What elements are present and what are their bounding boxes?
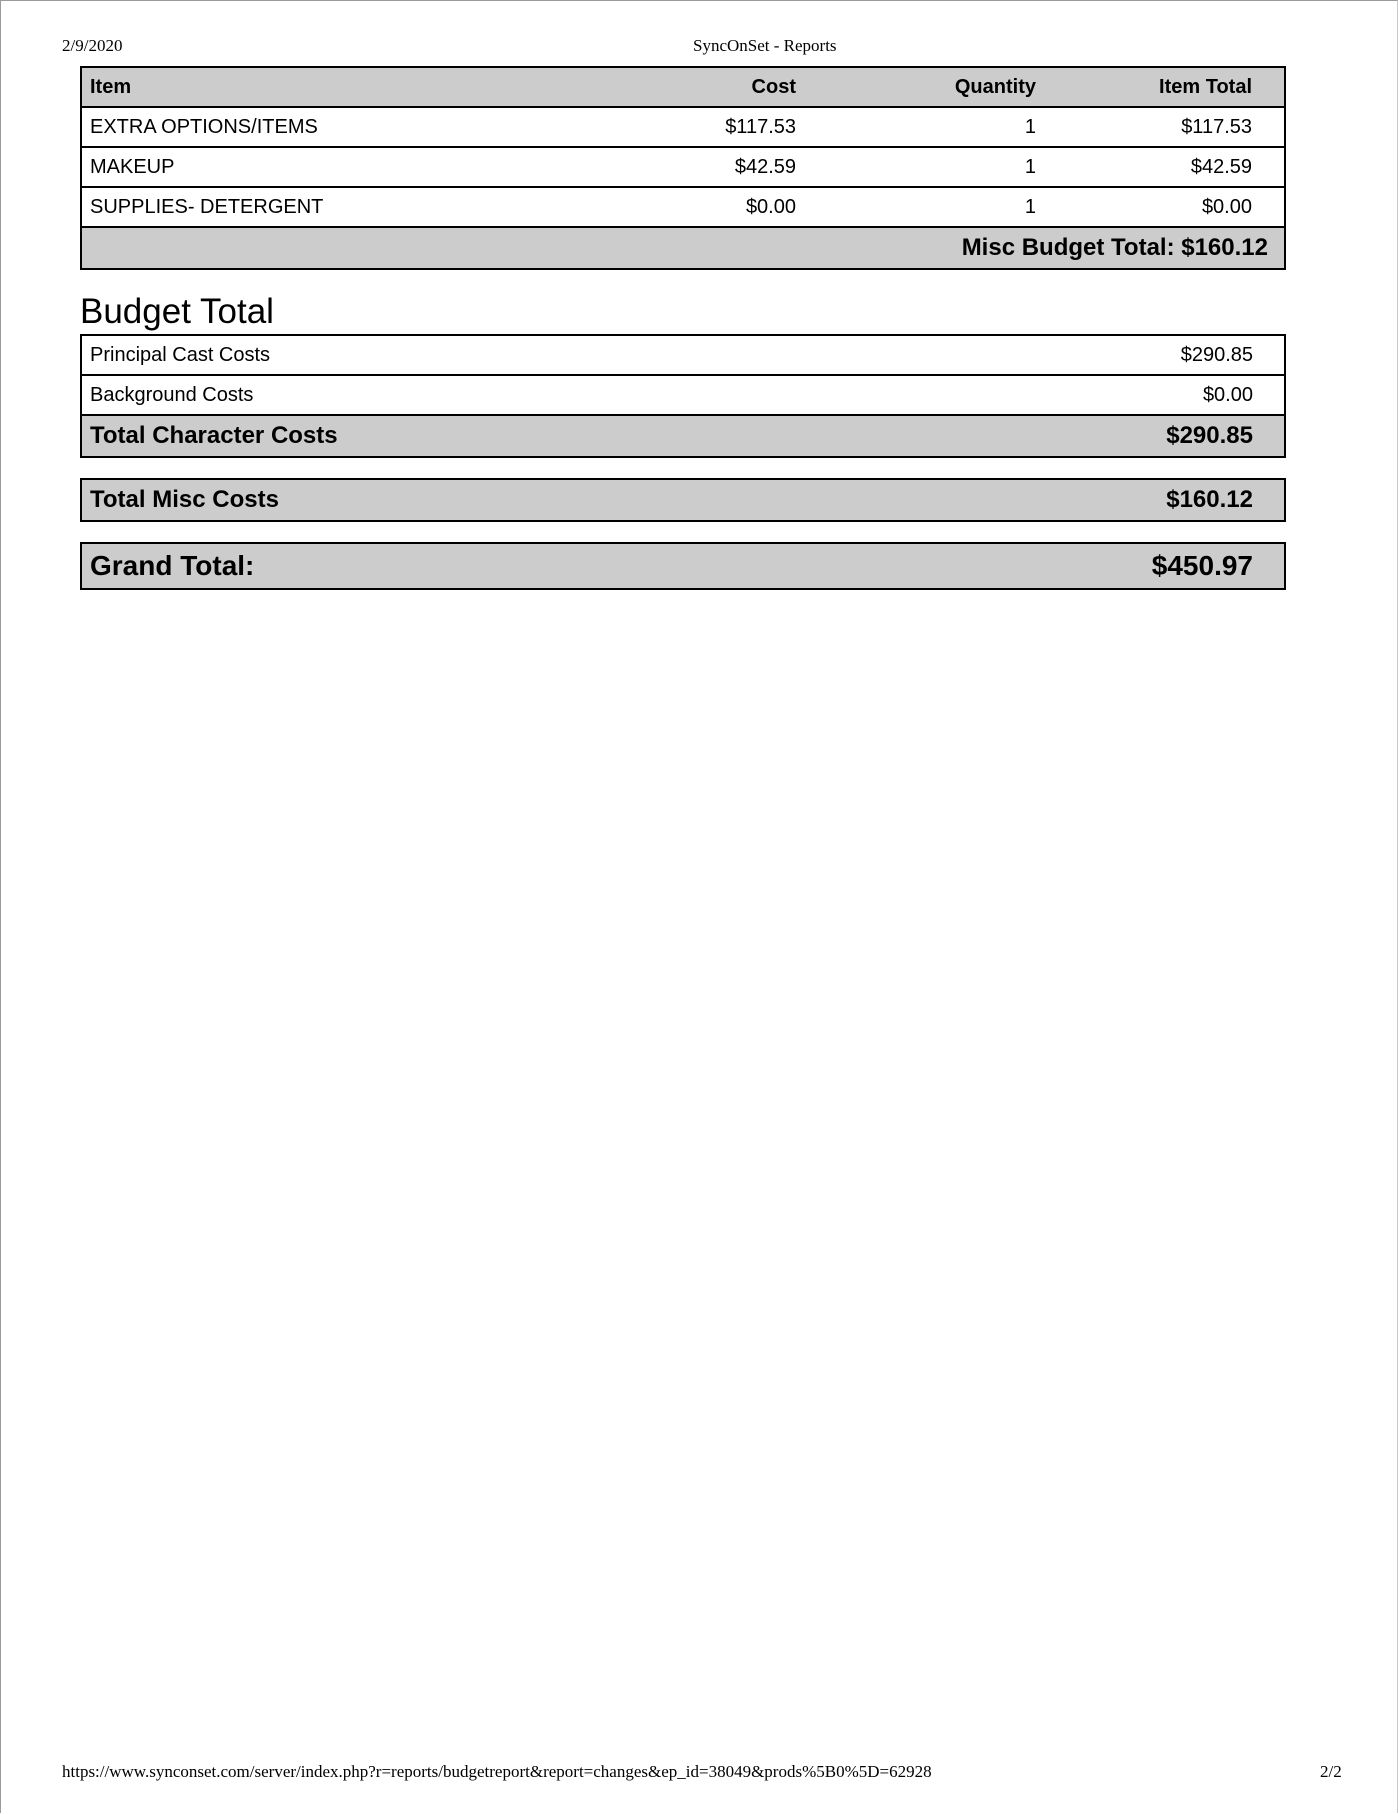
item-total: $0.00 [1044,187,1285,227]
item-name: SUPPLIES- DETERGENT [81,187,643,227]
total-character-costs-value: $290.85 [1166,422,1253,449]
background-costs-row [82,376,1284,416]
table-row [81,147,1285,187]
principal-cast-label: Principal Cast Costs [90,343,271,366]
item-cost: $0.00 [643,187,828,227]
misc-budget-total: Misc Budget Total: $160.12 [81,227,1285,269]
table-row [81,107,1285,147]
column-header-cost: Cost [643,67,828,107]
principal-cast-row [82,336,1284,376]
column-header-quantity: Quantity [828,67,1044,107]
character-costs-box [80,334,1286,458]
item-name: MAKEUP [81,147,643,187]
grand-total-label: Grand Total: [90,550,255,581]
item-quantity: 1 [828,147,1044,187]
misc-items-table [80,66,1286,270]
background-costs-value: $0.00 [1202,383,1253,406]
total-misc-costs-value: $160.12 [1166,486,1253,513]
item-quantity: 1 [828,187,1044,227]
table-header-row [81,67,1285,107]
column-header-item-total: Item Total [1044,67,1285,107]
grand-total-value: $450.97 [1151,550,1253,581]
item-cost: $42.59 [643,147,828,187]
total-character-costs-row [82,416,1284,456]
page-number: 2/2 [1320,1762,1342,1781]
grand-total-box [80,542,1286,590]
report-content [80,66,1286,590]
background-costs-label: Background Costs [90,383,254,406]
item-total: $117.53 [1044,107,1285,147]
item-name: EXTRA OPTIONS/ITEMS [81,107,643,147]
misc-costs-box [80,478,1286,522]
total-character-costs-label: Total Character Costs [90,422,338,449]
item-total: $42.59 [1044,147,1285,187]
item-cost: $117.53 [643,107,828,147]
budget-total-heading: Budget Total [80,292,274,331]
item-quantity: 1 [828,107,1044,147]
column-header-item: Item [81,67,643,107]
print-date: 2/9/2020 [62,36,123,55]
grand-total-row [82,544,1284,588]
total-misc-costs-row [82,480,1284,520]
total-misc-costs-label: Total Misc Costs [90,486,279,513]
principal-cast-value: $290.85 [1180,343,1253,366]
misc-budget-total-row [81,227,1285,269]
print-url: https://www.synconset.com/server/index.php?r=reports/budgetreport&report=changes&ep_id=38049&prods%5B0%5D=62928 [62,1762,932,1781]
table-row [81,187,1285,227]
print-title: SyncOnSet - Reports [693,36,837,55]
